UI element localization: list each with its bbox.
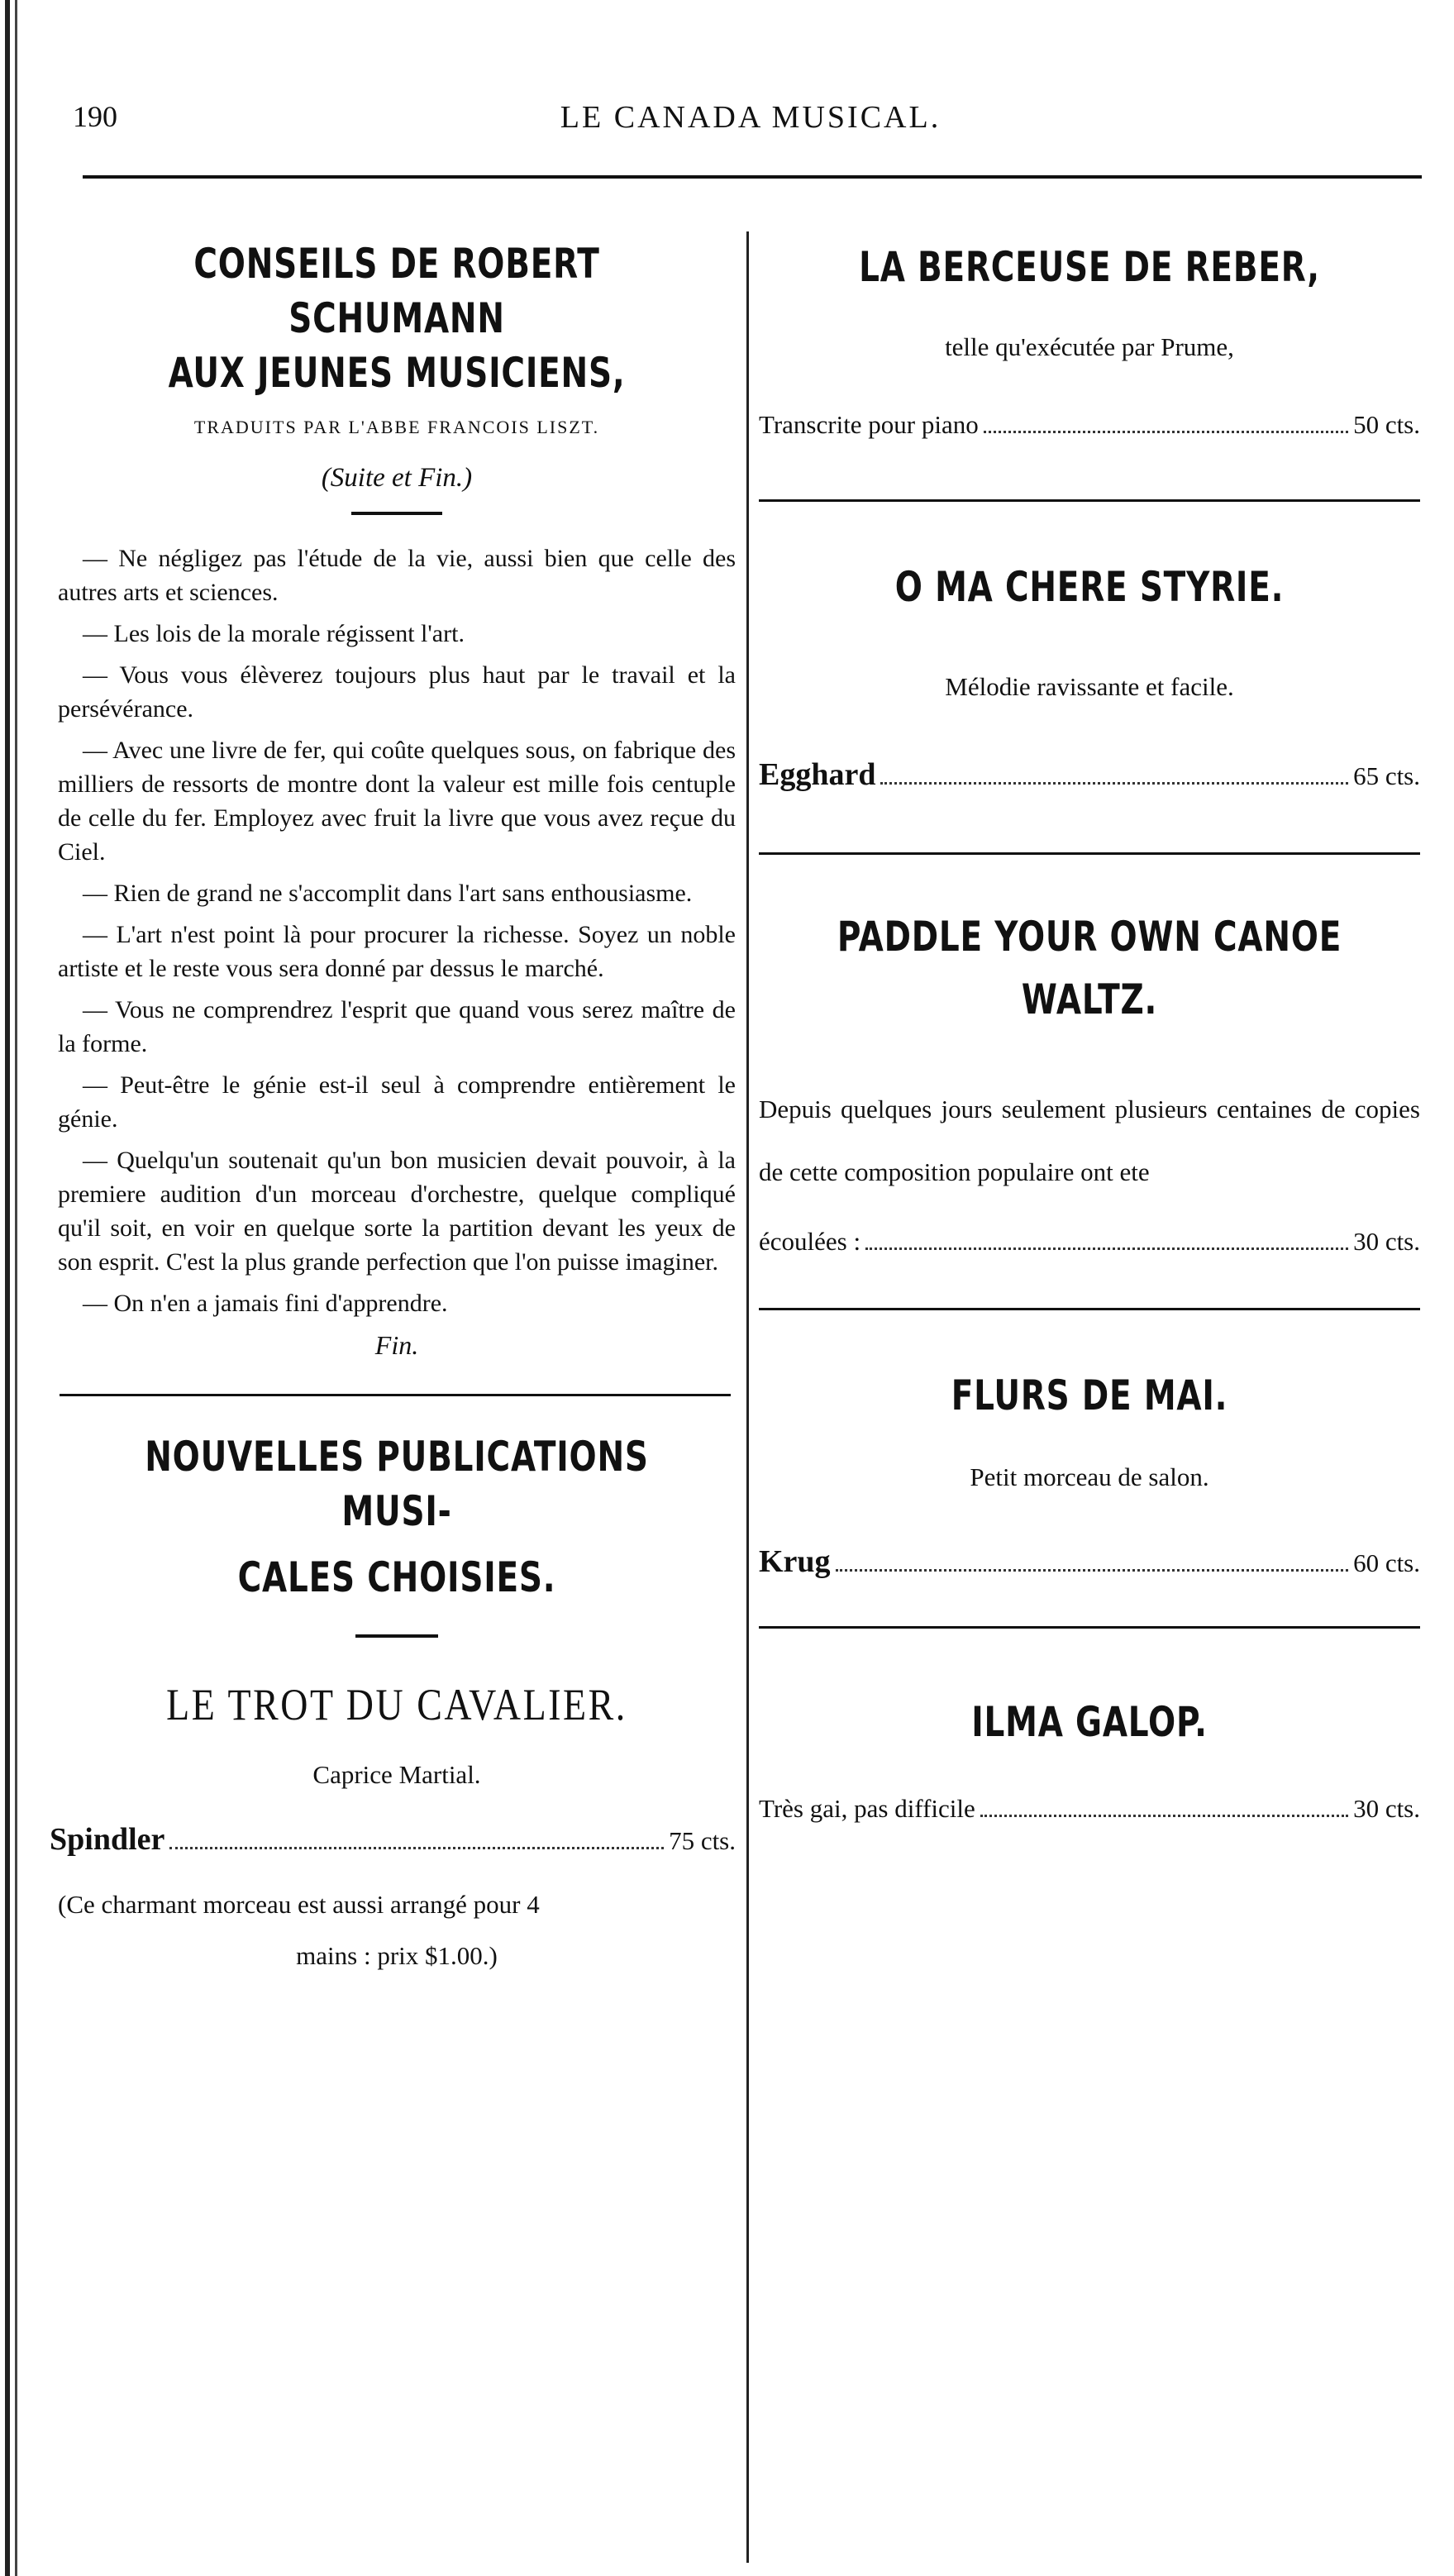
section-rule (759, 499, 1420, 502)
listing-flurs (759, 1368, 1420, 1580)
listing-title: LA BERCEUSE DE REBER, (859, 243, 1320, 291)
item-note-line2: mains : prix $1.00.) (296, 1941, 498, 1970)
header-rule (83, 175, 1422, 179)
ornament-rule (355, 1634, 438, 1638)
listing-title-line2: WALTZ. (1021, 976, 1158, 1023)
article-paragraph: — Quelqu'un soutenait qu'un bon musicien devait pouvoir, à la premiere audition d'un morceau d'orchestre, quelque compliqué qu'il soit, en voir en quelque sorte la partition devant les yeux de son esprit. C'est la plus grande perfection que l'on puisse imaginer. (58, 1147, 736, 1276)
section-rule (759, 1626, 1420, 1629)
listing-title: O MA CHERE STYRIE. (894, 563, 1285, 611)
listing-label: Egghard (759, 757, 876, 792)
listing-subtitle: Petit morceau de salon. (970, 1462, 1209, 1491)
publications-title-line2: CALES CHOISIES. (237, 1553, 556, 1601)
article-paragraph: — Avec une livre de fer, qui coûte quelques sous, on fabrique des milliers de ressorts de montre dont la valeur est mille fois centuple de celle du fer. Employez avec fruit la livre que vous avez reçue du Ciel. (58, 737, 736, 866)
listing-price-line (759, 756, 1420, 793)
column-divider (746, 231, 749, 2563)
article-title-line2: AUX JEUNES MUSICIENS, (168, 349, 626, 397)
article-title-line1: CONSEILS DE ROBERT SCHUMANN (193, 240, 600, 342)
article-paragraph: — L'art n'est point là pour procurer la richesse. Soyez un noble artiste et le reste vous sera donné par dessus le marché. (58, 921, 736, 982)
item-composer: Spindler (50, 1822, 165, 1857)
listing-price: 50 cts. (1353, 410, 1420, 439)
listing-price-line (759, 1794, 1420, 1824)
dot-leader (880, 782, 1348, 785)
page-number: 190 (73, 100, 117, 133)
item-note (58, 1887, 736, 1973)
listing-price-line (759, 1227, 1420, 1257)
publications-title-line1: NOUVELLES PUBLICATIONS MUSI- (145, 1433, 649, 1535)
listing-berceuse (759, 240, 1420, 440)
listing-subtitle: telle qu'exécutée par Prume, (945, 332, 1234, 361)
article (58, 236, 736, 1361)
section-rule (60, 1394, 731, 1396)
article-body (58, 541, 736, 1320)
dot-leader (169, 1847, 664, 1849)
dot-leader (984, 431, 1348, 433)
article-paragraph: — Peut-être le génie est-il seul à comprendre entièrement le génie. (58, 1071, 736, 1133)
listing-title-line1: PADDLE YOUR OWN CANOE (837, 913, 1342, 961)
listing-price: 65 cts. (1353, 761, 1420, 790)
article-paragraph: — Ne négligez pas l'étude de la vie, aussi bien que celle des autres arts et sciences. (58, 545, 736, 606)
ornament-rule (351, 512, 442, 515)
left-column (50, 231, 736, 1973)
dot-leader (865, 1247, 1348, 1250)
publications-section (50, 1429, 736, 1973)
listing-price: 60 cts. (1353, 1548, 1420, 1577)
article-subtitle: (Suite et Fin.) (321, 463, 473, 493)
listing-price-line (759, 1543, 1420, 1580)
listing-label: Krug (759, 1544, 831, 1579)
article-byline: TRADUITS PAR L'ABBE FRANCOIS LISZT. (193, 417, 600, 437)
listing-price: 30 cts. (1353, 1227, 1420, 1256)
listing-label: écoulées : (759, 1227, 861, 1256)
listing-styrie (759, 560, 1420, 793)
right-column (759, 231, 1420, 1824)
section-rule (759, 1308, 1420, 1310)
listing-paddle (759, 909, 1420, 1257)
item-price-line (50, 1821, 736, 1858)
running-title: LE CANADA MUSICAL. (560, 100, 942, 135)
listing-description: Depuis quelques jours seulement plusieurs centaines de copies de cette composition populaire ont ete (759, 1095, 1420, 1186)
section-rule (759, 852, 1420, 855)
listing-subtitle: Mélodie ravissante et facile. (945, 672, 1234, 701)
listing-ilma (759, 1695, 1420, 1824)
article-paragraph: — Vous vous élèverez toujours plus haut par le travail et la persévérance. (58, 661, 736, 723)
page-header (73, 99, 1428, 149)
listing-label: Très gai, pas difficile (759, 1794, 975, 1823)
article-paragraph: — Vous ne comprendrez l'esprit que quand vous serez maître de la forme. (58, 996, 736, 1057)
article-paragraph: — Rien de grand ne s'accomplit dans l'art sans enthousiasme. (83, 880, 693, 907)
item-price: 75 cts. (669, 1826, 736, 1855)
listing-label: Transcrite pour piano (759, 410, 979, 439)
article-end: Fin. (374, 1330, 419, 1360)
item-note-line1: (Ce charmant morceau est aussi arrangé pour 4 (58, 1890, 540, 1919)
listing-title: FLURS DE MAI. (951, 1371, 1228, 1419)
dot-leader (980, 1815, 1348, 1817)
listing-price: 30 cts. (1353, 1794, 1420, 1823)
listing-price-line (759, 410, 1420, 440)
dot-leader (836, 1569, 1349, 1572)
binding-edge (5, 0, 10, 2576)
listing-title: ILMA GALOP. (971, 1698, 1208, 1746)
item-subtitle: Caprice Martial. (312, 1760, 481, 1789)
article-paragraph: — Les lois de la morale régissent l'art. (83, 620, 465, 647)
article-paragraph: — On n'en a jamais fini d'apprendre. (83, 1290, 448, 1317)
binding-edge-inner (15, 0, 17, 2576)
item-title: LE TROT DU CAVALIER. (166, 1680, 627, 1729)
